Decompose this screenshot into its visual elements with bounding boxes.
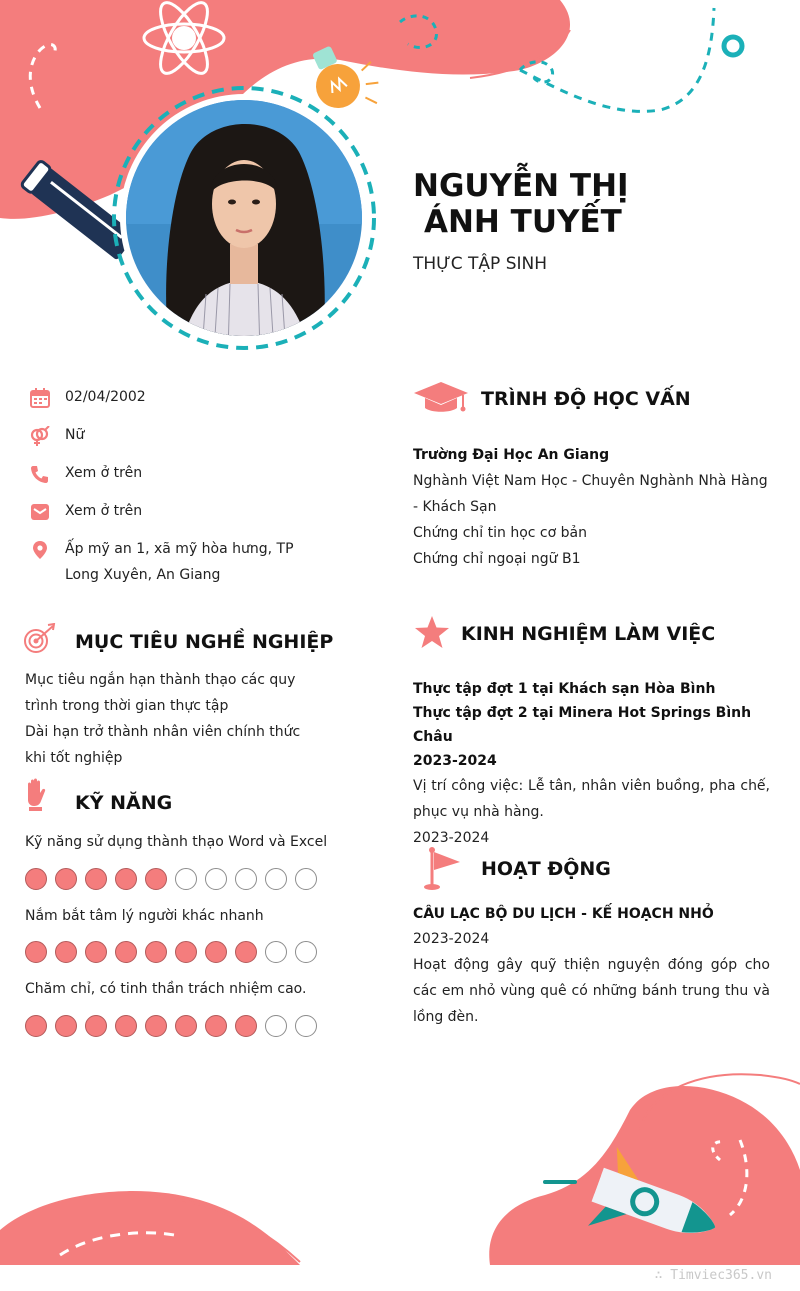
objective-line-2: Dài hạn trở thành nhân viên chính thức khi tốt nghiệp: [25, 724, 301, 766]
rating-dot-filled: [205, 1015, 227, 1037]
star-icon: [414, 615, 450, 649]
candidate-name: [413, 168, 653, 240]
rating-dot-empty: [175, 868, 197, 890]
education-title: TRÌNH ĐỘ HỌC VẤN: [481, 388, 691, 410]
rating-dot-empty: [265, 941, 287, 963]
experience-item-2: Thực tập đợt 2 tại Minera Hot Springs Bình Châu: [413, 705, 752, 745]
activity-org: CÂU LẠC BỘ DU LỊCH - KẾ HOẠCH NHỎ: [413, 906, 714, 922]
rating-dot-filled: [55, 868, 77, 890]
rating-dot-empty: [295, 941, 317, 963]
rating-dot-filled: [115, 1015, 137, 1037]
graduation-cap-icon: [413, 380, 469, 414]
rating-dot-filled: [115, 941, 137, 963]
skills-title: KỸ NĂNG: [75, 792, 173, 814]
education-major: Nghành Việt Nam Học - Chuyên Nghành Nhà Hàng - Khách Sạn: [413, 473, 768, 515]
experience-content: [413, 677, 770, 851]
rating-dot-filled: [85, 1015, 107, 1037]
address-text: Ấp mỹ an 1, xã mỹ hòa hưng, TP Long Xuyên, An Giang: [65, 541, 294, 583]
experience-period-2: 2023-2024: [413, 830, 490, 846]
rating-dot-filled: [25, 868, 47, 890]
rating-dot-filled: [25, 941, 47, 963]
rating-dot-empty: [205, 868, 227, 890]
rating-dot-filled: [85, 941, 107, 963]
experience-item-1: Thực tập đợt 1 tại Khách sạn Hòa Bình: [413, 681, 716, 697]
rating-dot-empty: [295, 1015, 317, 1037]
rating-dot-filled: [175, 1015, 197, 1037]
target-icon: [23, 623, 57, 655]
rating-dot-filled: [115, 868, 137, 890]
rating-dot-empty: [235, 868, 257, 890]
experience-period-1: 2023-2024: [413, 753, 497, 769]
rating-dot-filled: [145, 941, 167, 963]
skill-name-1: Kỹ năng sử dụng thành thạo Word và Excel: [25, 834, 328, 850]
education-content: [413, 442, 770, 572]
job-title: THỰC TẬP SINH: [413, 254, 547, 274]
education-cert-1: Chứng chỉ tin học cơ bản: [413, 525, 587, 541]
objective-line-1: Mục tiêu ngắn hạn thành thạo các quy trình trong thời gian thực tập: [25, 672, 296, 714]
email-icon: [30, 502, 50, 522]
gender-text: Nữ: [65, 427, 85, 443]
phone-icon: [30, 464, 50, 484]
rating-dot-empty: [265, 868, 287, 890]
skill-rating-3: [25, 1015, 317, 1037]
name-line-1: NGUYỄN THỊ: [413, 168, 629, 204]
objective-title: MỤC TIÊU NGHỀ NGHIỆP: [75, 631, 334, 653]
experience-title: KINH NGHIỆM LÀM VIỆC: [461, 623, 716, 645]
rating-dot-filled: [235, 1015, 257, 1037]
flag-icon: [418, 846, 464, 892]
phone-text: Xem ở trên: [65, 465, 143, 481]
experience-description: Vị trí công việc: Lễ tân, nhân viên buồng, pha chế, phục vụ nhà hàng.: [413, 778, 770, 820]
birthday-text: 02/04/2002: [65, 389, 146, 405]
activities-content: [413, 902, 770, 1030]
hand-icon: [24, 778, 50, 812]
contact-address: [30, 536, 330, 592]
location-pin-icon: [30, 540, 50, 560]
education-school: Trường Đại Học An Giang: [413, 447, 610, 463]
education-cert-2: Chứng chỉ ngoại ngữ B1: [413, 551, 581, 567]
rating-dot-empty: [295, 868, 317, 890]
rating-dot-filled: [175, 941, 197, 963]
calendar-icon: [30, 388, 50, 408]
activity-period: 2023-2024: [413, 931, 490, 947]
objective-text: [25, 667, 325, 771]
skill-rating-1: [25, 868, 317, 890]
rating-dot-filled: [55, 941, 77, 963]
skill-name-3: Chăm chỉ, có tinh thần trách nhiệm cao.: [25, 981, 307, 997]
skill-rating-2: [25, 941, 317, 963]
gender-icon: [30, 426, 50, 446]
rating-dot-filled: [85, 868, 107, 890]
rating-dot-filled: [55, 1015, 77, 1037]
rating-dot-filled: [235, 941, 257, 963]
rating-dot-filled: [145, 868, 167, 890]
avatar: [110, 84, 378, 352]
watermark: ∴ Timviec365.vn: [654, 1268, 772, 1283]
rating-dot-empty: [265, 1015, 287, 1037]
email-text: Xem ở trên: [65, 503, 143, 519]
name-line-2: ÁNH TUYẾT: [424, 204, 622, 240]
activity-description: Hoạt động gây quỹ thiện nguyện đóng góp cho các em nhỏ vùng quê có những bánh trung thu và lồng đèn.: [413, 957, 770, 1025]
activities-title: HOẠT ĐỘNG: [481, 858, 611, 880]
skill-name-2: Nắm bắt tâm lý người khác nhanh: [25, 908, 264, 924]
rating-dot-filled: [145, 1015, 167, 1037]
rating-dot-filled: [205, 941, 227, 963]
rating-dot-filled: [25, 1015, 47, 1037]
